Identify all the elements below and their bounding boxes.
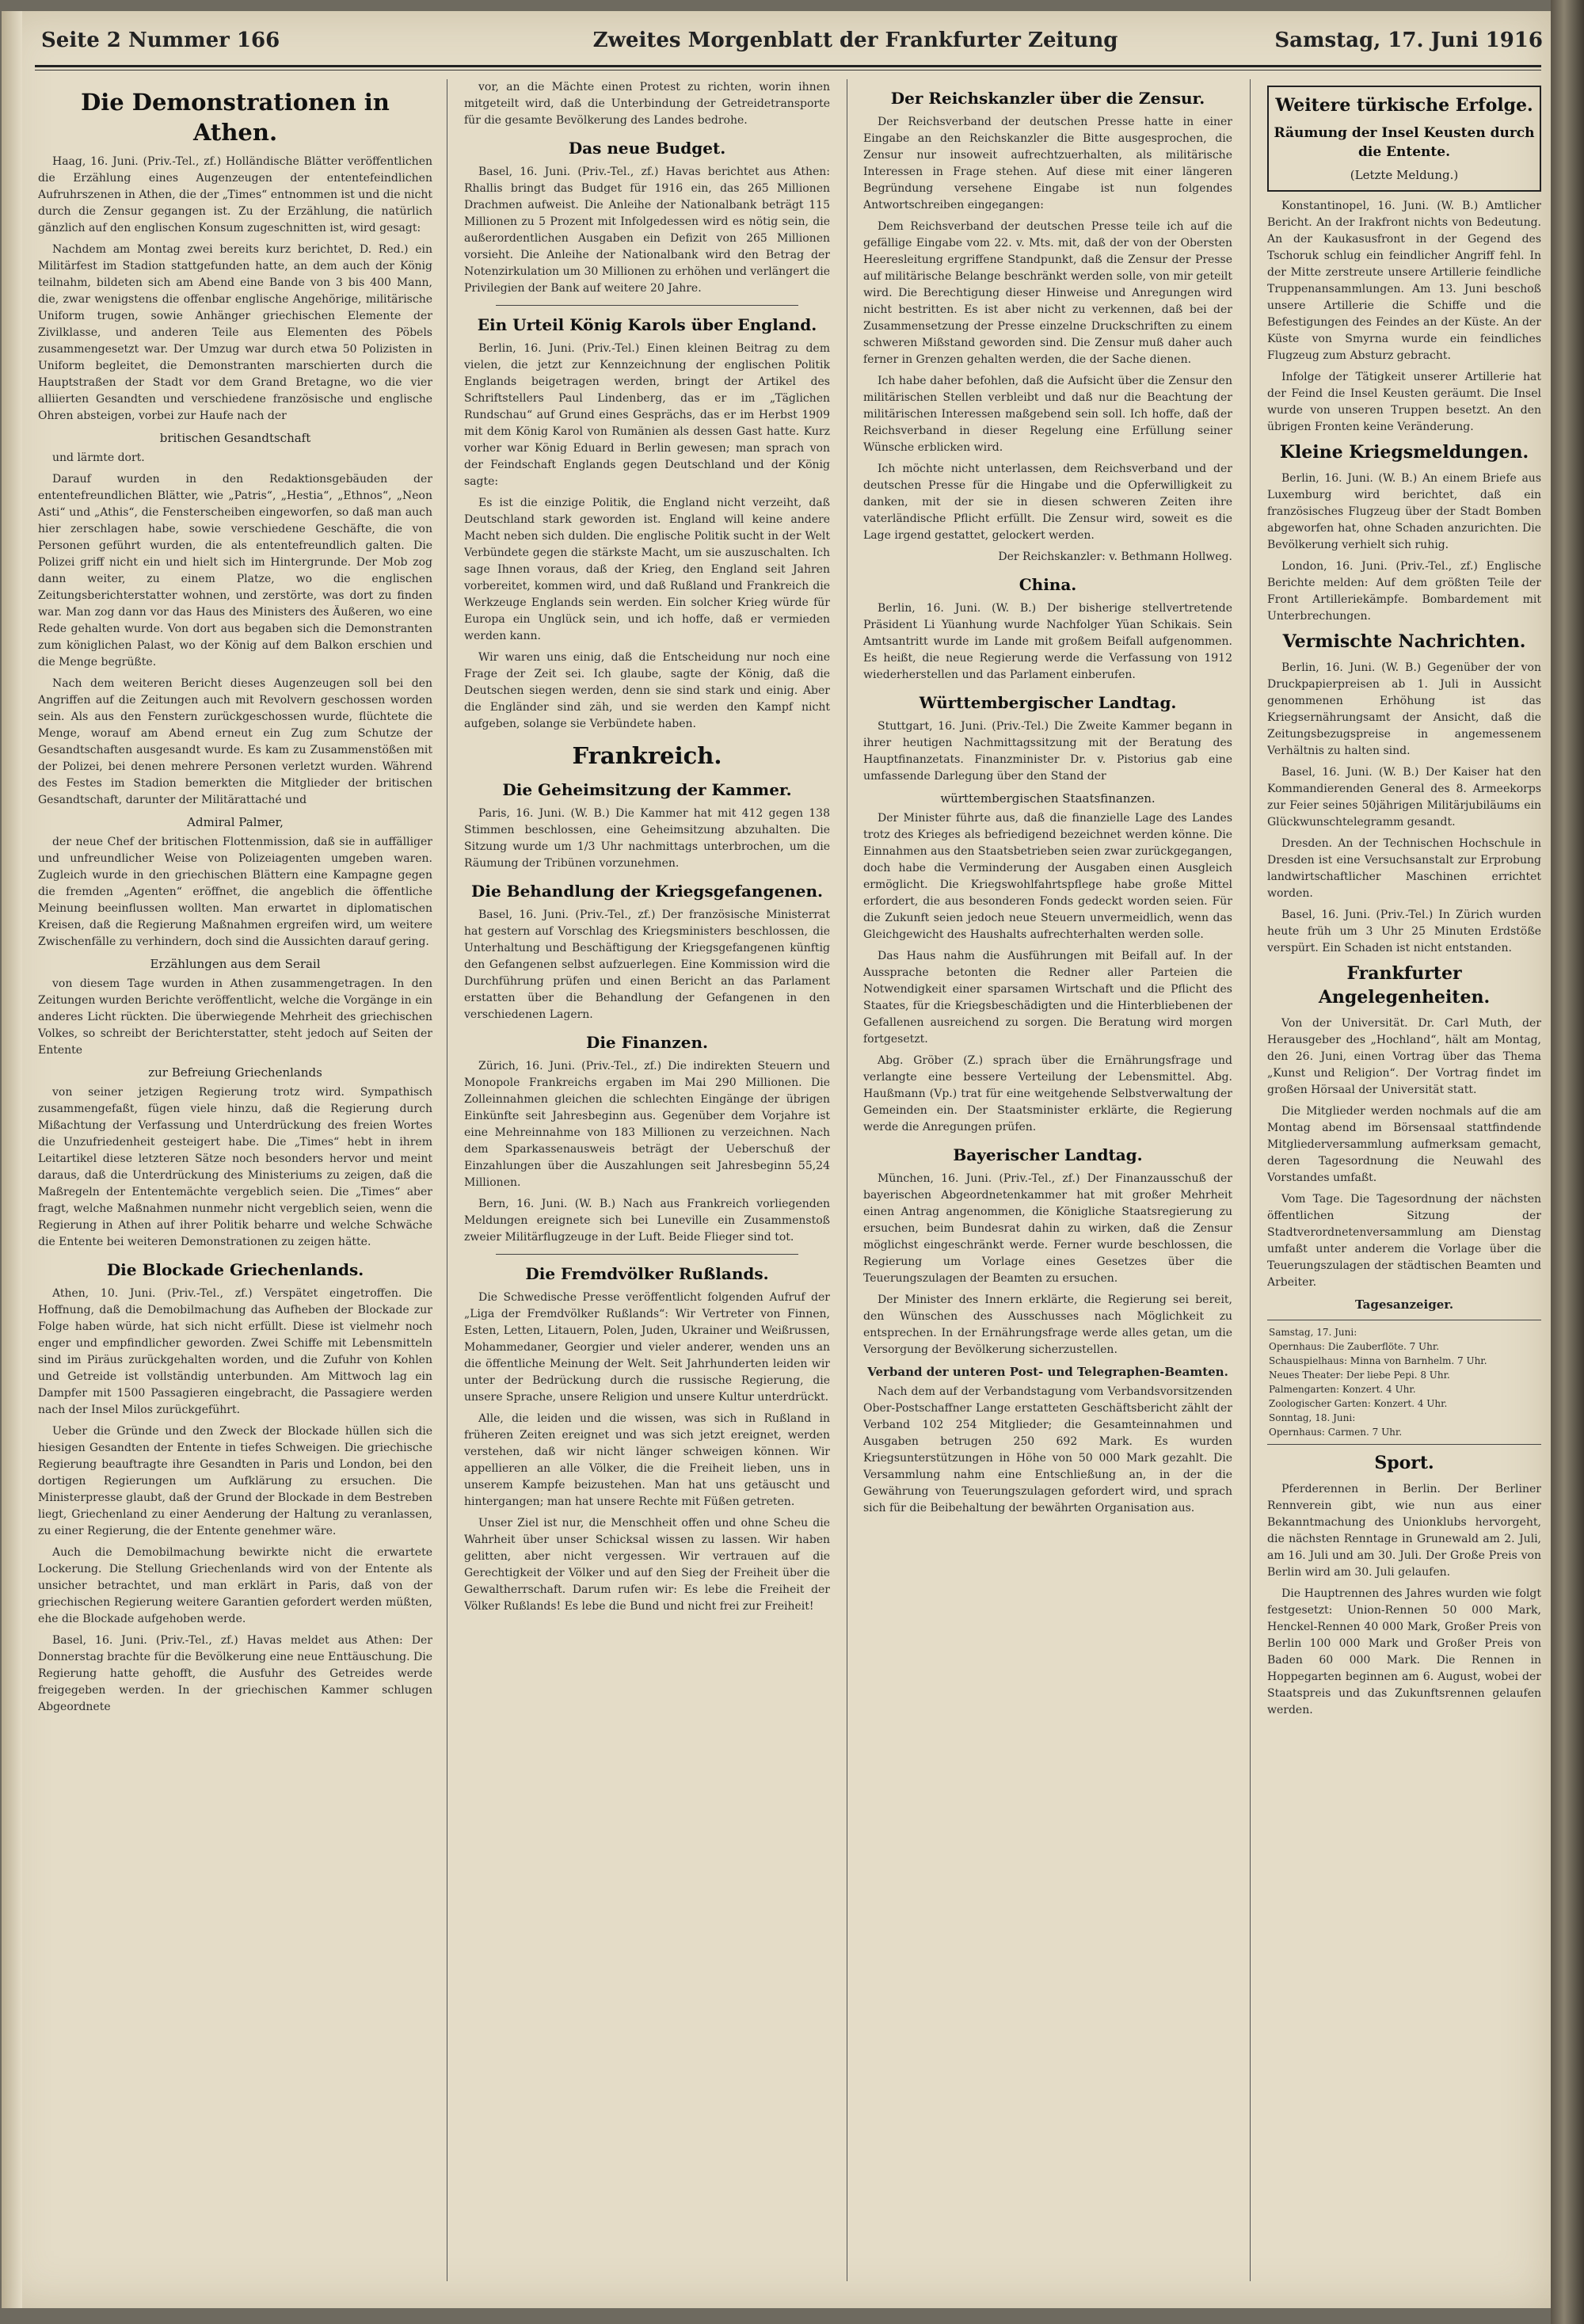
headline-sport: Sport. — [1374, 1453, 1434, 1473]
listing-row: Opernhaus: Carmen. 7 Uhr. — [1269, 1427, 1403, 1438]
headline-chancellor-censorship: Der Reichskanzler über die Zensur. — [890, 89, 1205, 108]
headline-king-karol: Ein Urteil König Karols über England. — [477, 315, 817, 334]
article-paragraph: Vom Tage. Die Tagesordnung der nächsten öffentlichen Sitzung der Stadtverordnetenversammlung am Dienstag umfaßt unter anderem die Vorlage über die Teuerungszulagen der städtischen Beamten und Arbeiter. — [1267, 1193, 1541, 1289]
headline-finances: Die Finanzen. — [585, 1033, 709, 1052]
section-rule — [496, 305, 798, 306]
article-paragraph: Alle, die leiden und die wissen, was sich in Rußland in früheren Zeiten ereignet und was sich jetzt ereignet, werden verstehen, daß wir nicht länger schweigen können. Wir appellieren an alle Völker, die die Freiheit lieben, uns in unserem Kampfe beizustehen. Man hat uns getäuscht und hintergangen; man hat unsere Rechte mit Füßen getreten. — [464, 1412, 830, 1508]
headline-prisoners: Die Behandlung der Kriegsgefangenen. — [471, 882, 823, 901]
listing-row: Zoologischer Garten: Konzert. 4 Uhr. — [1269, 1398, 1448, 1409]
section-rule — [496, 1254, 798, 1255]
article-paragraph: Das Haus nahm die Ausführungen mit Beifall auf. In der Aussprache betonten die Redner aller Parteien die Notwendigkeit einer sparsamen Wirtschaft und die Pflicht des Staates, für die Kriegsbeschädigten und die Hinterbliebenen der Gefallenen ausreichend zu sorgen. Die Beratung wird morgen fortgesetzt. — [863, 950, 1232, 1046]
article-paragraph: Stuttgart, 16. Juni. (Priv.-Tel.) Die Zweite Kammer begann in ihrer heutigen Nachmittagssitzung mit der Beratung des Hauptfinanzetats. Finanzminister Dr. v. Pistorius gab eine umfassende Darlegung über den Stand der — [863, 720, 1232, 783]
inline-subheading: württembergischen Staatsfinanzen. — [940, 791, 1156, 806]
article-paragraph: vor, an die Mächte einen Protest zu richten, worin ihnen mitgeteilt wird, daß die Unterbindung der Getreidetransporte für die gesamte Bevölkerung des Landes bedrohe. — [464, 81, 830, 127]
issue-date: Samstag, 17. Juni 1916 — [1274, 29, 1543, 52]
headline-postal-union: Verband der unteren Post- und Telegraphen-Beamten. — [867, 1365, 1228, 1379]
article-paragraph: von seiner jetzigen Regierung trotz wird. Sympathisch zusammengefaßt, fügen viele hinzu, daß die Regierung durch Mißachtung der Verfassung und Unterdrückung des freien Wortes die Unzufriedenheit gesteigert habe. Die „Times“ hebt in ihrem Leitartikel diese letzteren Sätze noch besonders hervor und meint daraus, daß die Unterdrückung des Ministeriums zu zeigen, daß die Maßregeln der Ententemächte vergeblich seien. Die „Times“ aber fragt, welche Maßnahmen nunmehr nicht vergeblich seien, wenn die Regierung in Athen auf ihrer Politik beharre und welche Schwäche die Entente bei weiteren Demonstrationen zu zeigen hätte. — [38, 1086, 432, 1248]
article-paragraph: Der Minister führte aus, daß die finanzielle Lage des Landes trotz des Krieges als befriedigend bezeichnet werden könne. Die Einnahmen aus den Staatsbetrieben seien zwar zurückgegangen, doch habe die Verminderung der Ausgaben einen Ausgleich ermöglicht. Die Kriegswohlfahrtspflege habe große Mittel erfordert, die aus besonderen Fonds gedeckt worden seien. Für die Zukunft seien jedoch neue Steuern unvermeidlich, wenn das Gleichgewicht des Haushalts aufrechterhalten werden solle. — [863, 812, 1232, 941]
column-3 — [863, 79, 1232, 2281]
headline-blockade: Die Blockade Griechenlands. — [106, 1260, 364, 1279]
article-paragraph: und lärmte dort. — [52, 451, 145, 464]
article-paragraph: Dresden. An der Technischen Hochschule in Dresden ist eine Versuchsanstalt zur Erprobung landwirtschaftlicher Maschinen errichtet worden. — [1267, 837, 1541, 900]
article-paragraph: Der Reichsverband der deutschen Presse hatte in einer Eingabe an den Reichskanzler die Bitte ausgesprochen, die Zensur nur insoweit aufrechtzuerhalten, als militärische Interessen in Frage stehen. Auf diese mit einer längeren Begründung versehene Eingabe ist nun folgendes Antwortschreiben eingegangen: — [863, 116, 1232, 211]
headline-china: China. — [1019, 575, 1077, 594]
page-number-header: Seite 2 Nummer 166 — [41, 29, 280, 52]
article-paragraph: Nach dem weiteren Bericht dieses Augenzeugen soll bei den Angriffen auf die Zeitungen auch mit Revolvern geschossen worden sein. Als aus den Fenstern zurückgeschossen wurde, flüchtete die Menge, worauf am Abend erneut ein Zug zum Schutze der Gesandtschaften ausgesandt wurde. Es kam zu Zusammenstößen mit der Polizei, bei denen mehrere Personen verletzt wurden. Während des Festes im Stadion bemerkten die Mitglieder der britischen Gesandtschaft, darunter der Militärattaché und — [38, 677, 432, 806]
headline-new-budget: Das neue Budget. — [568, 139, 726, 158]
headline-note: (Letzte Meldung.) — [1350, 168, 1459, 182]
article-paragraph: Darauf wurden in den Redaktionsgebäuden der ententefreundlichen Blätter, wie „Patris“, „Hestia“, „Ethnos“, „Neon Asti“ und „Athis“, die Fensterscheiben eingeworfen, so daß man auch hier zerschlagen habe, sowie verschiedene Geschäfte, die von Personen geführt wurden, die als ententefreundlich galten. Die Polizei griff nicht ein und hielt sich im Hintergrunde. Der Mob zog dann weiter, zu einem Platze, wo die englischen Zeitungsberichterstatter wohnen, und zerstörte, was dort zu finden war. Man zog dann vor das Haus des Ministers des Äußeren, wo eine Rede gehalten wurde. Von dort aus begaben sich die Demonstranten zum königlichen Palast, wo der König auf dem Balkon erschien und die Menge begrüßte. — [38, 473, 432, 669]
article-paragraph: Unser Ziel ist nur, die Menschheit offen und ohne Scheu die Wahrheit über unser Schicksal wissen zu lassen. Wir haben gelitten, aber nicht vergessen. Wir vertrauen auf die Gerechtigkeit der Völker und auf den Sieg der Freiheit über die Gewaltherrschaft. Darum rufen wir: Es lebe die Freiheit der Völker Rußlands! Es lebe die Bund und nicht frei zur Freiheit! — [464, 1517, 830, 1613]
header-rule — [35, 65, 1541, 67]
article-paragraph: Basel, 16. Juni. (Priv.-Tel., zf.) Der französische Ministerrat hat gestern auf Vorschlag des Kriegsministers beschlossen, die Unterhaltung und Beschäftigung der Kriegsgefangenen künftig den Gefangenen selbst aufzuerlegen. Eine Kommission wird die Durchführung prüfen und einen Bericht an das Parlament erstatten über die Behandlung der Gefangenen in den verschiedenen Lagern. — [464, 909, 830, 1021]
headline-subtitle: Räumung der Insel Keusten durch die Entente. — [1274, 125, 1535, 160]
article-paragraph: Ueber die Gründe und den Zweck der Blockade hüllen sich die hiesigen Gesandten der Entente in tiefes Schweigen. Die griechische Regierung beauftragte ihre Gesandten in Paris und London, bei den dortigen Regierungen um Aufklärung zu ersuchen. Die Ministerpresse glaubt, daß der Grund der Blockade in dem Bestreben liegt, Griechenland zu einer Aenderung der Haltung zu veranlassen, zu einer Regierung, die der Entente genehmer wäre. — [38, 1425, 432, 1537]
listings-table — [1267, 1320, 1541, 1445]
article-paragraph: Von der Universität. Dr. Carl Muth, der Herausgeber des „Hochland“, hält am Montag, den 26. Juni, einen Vortrag über das Thema „Kunst und Religion“. Der Vortrag findet im großen Hörsaal der Universität statt. — [1267, 1017, 1541, 1096]
article-paragraph: Die Hauptrennen des Jahres wurden wie folgt festgesetzt: Union-Rennen 50 000 Mark, Henckel-Rennen 40 000 Mark, Großer Preis von Berlin 100 000 Mark und Großer Preis von Baden 60 000 Mark. Die Rennen in Hoppegarten beginnen am 6. August, wobei der Staatspreis und das Zukunftsrennen gelaufen werden. — [1267, 1587, 1541, 1716]
listing-row: Opernhaus: Die Zauberflöte. 7 Uhr. — [1269, 1341, 1440, 1352]
listing-row: Schauspielhaus: Minna von Barnhelm. 7 Uhr. — [1269, 1355, 1487, 1366]
article-paragraph: Infolge der Tätigkeit unserer Artillerie hat der Feind die Insel Keusten geräumt. Die Insel wurde von unseren Truppen besetzt. An den übrigen Fronten keine Veränderung. — [1267, 371, 1541, 433]
inline-subheading: zur Befreiung Griechenlands — [148, 1065, 322, 1080]
headline-demonstrations-athens: Die Demonstrationen in Athen. — [81, 89, 390, 146]
article-paragraph: München, 16. Juni. (Priv.-Tel., zf.) Der Finanzausschuß der bayerischen Abgeordnetenkammer hat mit großer Mehrheit einen Antrag angenommen, die Königliche Staatsregierung zu ersuchen, beim Bundesrat dahin zu wirken, daß die Zensur möglichst eingeschränkt werde. Ferner wurde beschlossen, die Regierung um Vorlage eines Gesetzes über die Teuerungszulagen der Beamten zu ersuchen. — [863, 1172, 1232, 1285]
page-edge-stack — [1551, 0, 1584, 2324]
article-paragraph: Zürich, 16. Juni. (Priv.-Tel., zf.) Die indirekten Steuern und Monopole Frankreichs ergaben im Mai 290 Millionen. Die Zolleinnahmen gleichen die schlechten Eingänge der übrigen Einkünfte seit Jahresbeginn aus. Gegenüber dem Vorjahre ist eine Mehreinnahme von 183 Millionen zu verzeichnen. Nach dem Sparkassenausweis beträgt der Ueberschuß der Einzahlungen über die Auszahlungen seit Jahresbeginn 55,24 Millionen. — [464, 1060, 830, 1189]
column-2 — [464, 79, 830, 2281]
inline-subheading: Erzählungen aus dem Serail — [150, 957, 321, 971]
headline-frankfurt-affairs: Frankfurter Angelegenheiten. — [1318, 963, 1491, 1008]
article-paragraph: Berlin, 16. Juni. (W. B.) Der bisherige stellvertretende Präsident Li Yüanhung wurde Nachfolger Yüan Schikais. Sein Amtsantritt wurde im Lande mit großem Beifall aufgenommen. Es heißt, die neue Regierung werde die Verfassung von 1912 wiederherstellen und das Parlament einberufen. — [863, 602, 1232, 681]
listing-row: Palmengarten: Konzert. 4 Uhr. — [1269, 1384, 1416, 1395]
headline-miscellaneous: Vermischte Nachrichten. — [1282, 631, 1526, 652]
article-paragraph: Nachdem am Montag zwei bereits kurz berichtet, D. Red.) ein Militärfest im Stadion stattgefunden hatte, an dem auch der König teilnahm, bildeten sich am Abend eine Bande von 3 bis 400 Mann, die, zwar wenigstens die offenbar englische Angehörige, militärische Uniform trugen, sowie Anhänger griechischen Elemente der Zivilklasse, und anderen Teile aus Elementen des Pöbels zusammengesetzt war. Der Umzug war durch etwa 50 Polizisten in Uniform begleitet, die Demonstranten marschierten durch die Hauptstraßen der Stadt vor dem Grand Bretagne, wo die vier alliierten Gesandten und verschiedene französische und englische Ohren absteigen, vorbei zur Haufe nach der — [38, 243, 432, 422]
article-paragraph: Dem Reichsverband der deutschen Presse teile ich auf die gefällige Eingabe vom 22. v. Mts. mit, daß der von der Obersten Heeresleitung ergriffene Standpunkt, daß die Zensur der Presse auf militärische Belange beschränkt werden solle, von mir geteilt wird. Die Berechtigung dieser Hinweise und Anregungen wird nicht bestritten. Es ist aber nicht zu verkennen, daß bei der Zusammensetzung der Presse einzelne Druckschriften zu einem schweren Mißstand geworden sind. Die Zensur muß daher auch ferner in Grenzen gehalten werden, die der Sache dienen. — [863, 220, 1232, 366]
masthead-edition: Zweites Morgenblatt der Frankfurter Zeitung — [592, 29, 1118, 52]
article-paragraph: Basel, 16. Juni. (Priv.-Tel., zf.) Havas berichtet aus Athen: Rhallis bringt das Budget für 1916 ein, das 265 Millionen Drachmen aufweist. Die Anleihe der Nationalbank beträgt 115 Millionen zu 5 Prozent mit Infolgedessen wird es nötig sein, die außerordentlichen Ausgaben ein Defizit von 265 Millionen vorsieht. Die Anleihe der Nationalbank wird den Betrag der Notenzirkulation um 30 Millionen zu erhöhen und verlängert die Privilegien der Bank auf weitere 20 Jahre. — [464, 166, 830, 295]
headline-turkish-successes: Weitere türkische Erfolge. — [1275, 95, 1533, 116]
article-paragraph: Der Minister des Innern erklärte, die Regierung sei bereit, den Wünschen des Ausschusses nach Möglichkeit zu entsprechen. In der Ernährungsfrage werde alles getan, um die Versorgung der Bevölkerung sicherzustellen. — [863, 1293, 1232, 1356]
article-paragraph: Bern, 16. Juni. (W. B.) Nach aus Frankreich vorliegenden Meldungen ereignete sich bei Luneville ein Zusammenstoß zweier Militärflugzeuge in der Luft. Beide Flieger sind tot. — [464, 1198, 830, 1244]
article-paragraph: Abg. Gröber (Z.) sprach über die Ernährungsfrage und verlangte eine bessere Verteilung der Lebensmittel. Abg. Haußmann (Vp.) trat für eine weitgehende Selbstverwaltung der Gemeinden ein. Der Staatsminister erklärte, die Regierung werde die Anregungen prüfen. — [863, 1054, 1232, 1133]
article-paragraph: Wir waren uns einig, daß die Entscheidung nur noch eine Frage der Zeit sei. Ich glaube, sagte der König, daß die Deutschen siegen werden, denn sie sind stark und einig. Aber die Engländer sind zäh, und sie werden den Kampf nicht aufgeben, solange sie Verbündete haben. — [464, 651, 830, 730]
article-paragraph: Berlin, 16. Juni. (Priv.-Tel.) Einen kleinen Beitrag zu dem vielen, die jetzt zur Kennzeichnung der englischen Politik Englands beigetragen werden, bringt der Artikel des Schriftstellers Paul Lindenberg, das er im „Täglichen Rundschau“ auf Grund eines Gesprächs, das er im Herbst 1909 mit dem König Karol von Rumänien als dessen Gast hatte. Kurz vorher war König Eduard in Berlin gewesen; man sprach von der Feindschaft Englands gegen Deutschland und der König sagte: — [464, 342, 830, 488]
inline-subheading: Admiral Palmer, — [187, 815, 284, 829]
article-paragraph: Haag, 16. Juni. (Priv.-Tel., zf.) Holländische Blätter veröffentlichen die Erzählung eines Augenzeugen der ententefeindlichen Aufruhrszenen in Athen, die der „Times“ entnommen ist und die nicht durch die Zensur gegangen ist. Zu der Erzählung, die natürlich gänzlich auf den englischen Konsum zugeschnitten ist, wird gesagt: — [38, 155, 432, 234]
headline-wuerttemberg-landtag: Württembergischer Landtag. — [919, 693, 1177, 712]
article-paragraph: London, 16. Juni. (Priv.-Tel., zf.) Englische Berichte melden: Auf dem größten Teile der Front Artilleriekämpfe. Bombardement mit Unterbrechungen. — [1267, 560, 1541, 623]
listing-row: Sonntag, 18. Juni: — [1269, 1412, 1356, 1423]
article-paragraph: Berlin, 16. Juni. (W. B.) An einem Briefe aus Luxemburg wird berichtet, daß ein französisches Flugzeug über der Stadt Bomben abgeworfen hat, ohne Schaden anzurichten. Die Bevölkerung verhielt sich ruhig. — [1267, 472, 1541, 551]
page-binding-shadow — [2, 11, 22, 2308]
headline-secret-session: Die Geheimsitzung der Kammer. — [502, 780, 792, 799]
headline-bavarian-landtag: Bayerischer Landtag. — [953, 1145, 1143, 1164]
article-paragraph: Basel, 16. Juni. (Priv.-Tel.) In Zürich wurden heute früh um 3 Uhr 25 Minuten Erdstöße verspürt. Ein Schaden ist nicht entstanden. — [1267, 909, 1541, 954]
listing-row: Samstag, 17. Juni: — [1269, 1327, 1357, 1338]
headline-small-war-reports: Kleine Kriegsmeldungen. — [1279, 442, 1529, 463]
article-paragraph: Pferderennen in Berlin. Der Berliner Rennverein gibt, wie nun aus einer Bekanntmachung des Unionklubs hervorgeht, die nächsten Renntage in Grunewald am 2. Juli, am 16. Juli und am 30. Juli. Der Große Preis von Berlin wird am 30. Juli gelaufen. — [1267, 1483, 1541, 1579]
article-paragraph: der neue Chef der britischen Flottenmission, daß sie in auffälliger und unfreundlicher Weise von Polizeiagenten umgeben waren. Zugleich wurde in den griechischen Blättern eine Kampagne gegen die fremden „Agenten“ eröffnet, die angeblich die öffentliche Meinung beeinflussen wollten. Man erwartet in diplomatischen Kreisen, daß die Regierung Maßnahmen ergreifen wird, um weitere Zwischenfälle zu verhindern, doch sind die Aussichten darauf gering. — [38, 836, 432, 948]
article-paragraph: Athen, 10. Juni. (Priv.-Tel., zf.) Verspätet eingetroffen. Die Hoffnung, daß die Demobilmachung das Aufheben der Blockade zur Folge haben würde, hat sich nicht erfüllt. Diese ist vielmehr noch enger und empfindlicher geworden. Zwei Schiffe mit Lebensmitteln sind im Piräus zurückgehalten worden, und die Zufuhr von Kohlen und Getreide ist vollständig unterbunden. Am Mittwoch lag ein Dampfer mit 1500 Passagieren eingebracht, die Passagiere werden nach der Insel Milos zurückgeführt. — [38, 1287, 432, 1416]
article-paragraph: Paris, 16. Juni. (W. B.) Die Kammer hat mit 412 gegen 138 Stimmen beschlossen, eine Geheimsitzung abzuhalten. Die Sitzung wurde um 1/3 Uhr nachmittags unterbrochen, um die Räumung der Tribünen vorzunehmen. — [464, 807, 830, 870]
signature-line: Der Reichskanzler: v. Bethmann Hollweg. — [998, 551, 1232, 563]
article-paragraph: von diesem Tage wurden in Athen zusammengetragen. In den Zeitungen wurden Berichte veröffentlicht, welche die Vorgänge in ein anderes Licht rückten. Die überwiegende Mehrheit des griechischen Volkes, so schreibt der Berichterstatter, steht jedoch auf Seiten der Entente — [38, 977, 432, 1057]
inline-subheading: britischen Gesandtschaft — [159, 431, 311, 445]
headline-foreign-peoples-russia: Die Fremdvölker Rußlands. — [525, 1264, 769, 1283]
article-paragraph: Basel, 16. Juni. (Priv.-Tel., zf.) Havas meldet aus Athen: Der Donnerstag brachte für die Bevölkerung eine neue Enttäuschung. Die Regierung hatte gehofft, die Ausfuhr des Getreides werde freigegeben werden. In der griechischen Kammer schlugen Abgeordnete — [38, 1634, 432, 1713]
article-paragraph: Berlin, 16. Juni. (W. B.) Gegenüber der von Druckpapierpreisen ab 1. Juli in Aussicht genommenen Erhöhung ist das Kriegsernährungsamt der Ansicht, daß die Zeitungsbezugspreise in angemessenem Verhältnis zu halten sind. — [1267, 661, 1541, 757]
article-paragraph: Ich möchte nicht unterlassen, dem Reichsverband und der deutschen Presse für die Hingabe und die Opferwilligkeit zu danken, mit der sie in diesen schweren Zeiten ihre vaterländische Pflicht erfüllt. Die Zensur wird, soweit es die Lage irgend gestattet, gelockert werden. — [863, 463, 1232, 542]
article-paragraph: Auch die Demobilmachung bewirkte nicht die erwartete Lockerung. Die Stellung Griechenlands wird von der Entente als unsicher betrachtet, und man erklärt in Paris, daß von der griechischen Regierung weitere Garantien gefordert werden müßten, ehe die Blockade aufgehoben werde. — [38, 1546, 432, 1625]
article-paragraph: Die Schwedische Presse veröffentlicht folgenden Aufruf der „Liga der Fremdvölker Rußlands“: Wir Vertreter von Finnen, Esten, Letten, Litauern, Polen, Juden, Ukrainer und Weißrussen, Mohammedaner, Georgier und vieler anderer, wenden uns an die öffentliche Meinung der Welt. Seit Jahrhunderten leiden wir unter der Bedrückung durch die russische Regierung, die unsere Sprache, unsere Religion und unsere Kultur unterdrückt. — [464, 1291, 830, 1404]
article-paragraph: Konstantinopel, 16. Juni. (W. B.) Amtlicher Bericht. An der Irakfront nichts von Bedeutung. An der Kaukasusfront in der Gegend des Tschoruk schlug ein feindlicher Angriff fehl. In der Mitte zerstreute unsere Artillerie feindliche Truppenansammlungen. Am 13. Juni beschoß unsere Artillerie die Schiffe und die Befestigungen des Feindes an der Küste. An der Küste von Smyrna wurde ein feindliches Flugzeug zum Absturz gebracht. — [1267, 200, 1541, 362]
listing-row: Neues Theater: Der liebe Pepi. 8 Uhr. — [1269, 1370, 1450, 1381]
headline-france: Frankreich. — [572, 742, 722, 769]
column-1 — [38, 79, 432, 2281]
headline-daily-listings: Tagesanzeiger. — [1354, 1297, 1454, 1312]
column-4 — [1267, 79, 1541, 2281]
article-paragraph: Die Mitglieder werden nochmals auf die am Montag abend im Börsensaal stattfindende Mitgliederversammlung aufmerksam gemacht, deren Tagesordnung die Neuwahl des Vorstandes umfaßt. — [1267, 1105, 1541, 1184]
article-paragraph: Basel, 16. Juni. (W. B.) Der Kaiser hat den Kommandierenden General des 8. Armeekorps zur Feier seines 50jährigen Militärjubiläums ein Glückwunschtelegramm gesandt. — [1267, 766, 1541, 829]
boxed-headline — [1267, 86, 1541, 192]
article-paragraph: Nach dem auf der Verbandstagung vom Verbandsvorsitzenden Ober-Postschaffner Lange erstatteten Geschäftsbericht zählt der Verband 102 254 Mitglieder; die Gesamteinnahmen und Ausgaben betrugen 250 692 Mark. Es wurden Kriegsunterstützungen in Höhe von 50 000 Mark gezahlt. Die Versammlung nahm eine Entschließung an, in der die Gewährung von Teuerungszulagen gefordert wird, und sprach sich für die Beibehaltung der bewährten Organisation aus. — [863, 1385, 1232, 1514]
column-divider — [1250, 79, 1251, 2281]
article-paragraph: Es ist die einzige Politik, die England nicht verzeiht, daß Deutschland stark geworden ist. England will keine andere Macht neben sich dulden. Die englische Politik sucht in der Welt Verbündete gegen die stärkste Macht, um sie auszuschalten. Ich sage Ihnen voraus, daß der Krieg, den England seit Jahren vorbereitet, kommen wird, und daß Rußland und Frankreich die Werkzeuge Englands sein werden. Ein solcher Krieg würde für Europa ein Unglück sein, und ich hoffe, daß er vermieden werden kann. — [464, 497, 830, 642]
article-paragraph: Ich habe daher befohlen, daß die Aufsicht über die Zensur den militärischen Stellen verbleibt und daß nur die Beachtung der militärischen Interessen maßgebend sein soll. Ich hoffe, daß der Reichsverband in dieser Regelung eine Erfüllung seiner Wünsche erblicken wird. — [863, 375, 1232, 454]
